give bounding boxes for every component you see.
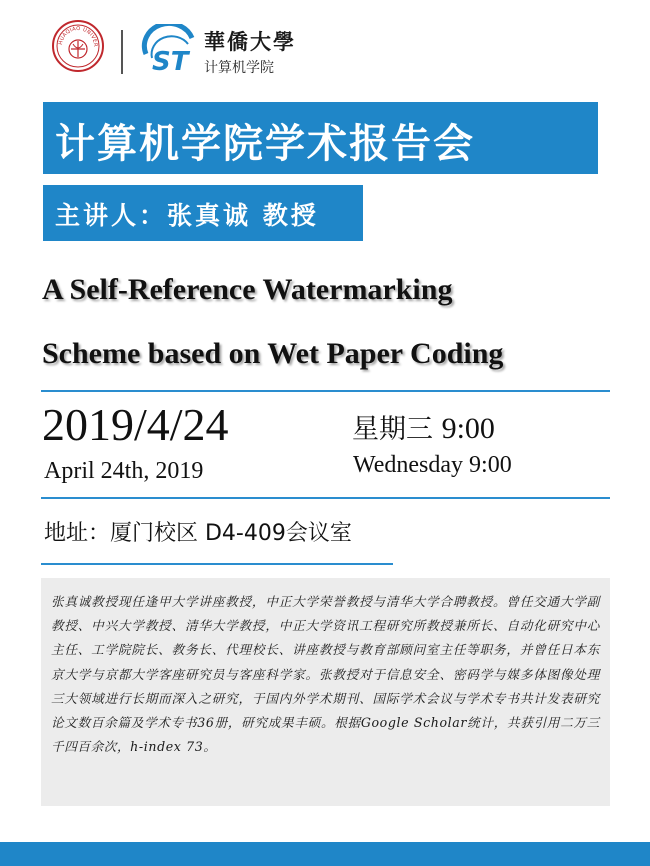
university-name: 華僑大學 [204,29,296,54]
speaker-label: 主讲人：张真诚 教授 [55,201,319,230]
event-title: 计算机学院学术报告会 [55,120,475,167]
speaker-bio-box [41,578,610,806]
speaker-bio-text: 张真诚教授现任逢甲大学讲座教授，中正大学荣誉教授与清华大学合聘教授。曾任交通大学副教授、中兴大学教授、清华大学教授，中正大学资讯工程研究所教授兼所长、自动化研究中心主任、工学院院长、教务长、代理校长、讲座教授与教育部顾问室主任等职务，并曾任日本东京大学与京都大学客座研究员与客座科学家。张教授对于信息安全、密码学与媒多体图像处理三大领域进行长期而深入之研究，于国内外学术期刊、国际学术会议与学术专书共计发表研究论文数百余篇及学术专书36册，研究成果丰硕。根据Google Scholar统计，共获引用二万三千四百余次，h-index 73。 [51,594,600,755]
talk-title-line-2: Scheme based on Wet Paper Coding [42,337,504,370]
college-st-logo-icon [138,24,198,76]
event-date: 2019/4/24 [42,399,229,450]
event-time-chinese [352,407,495,446]
logo-divider [121,30,123,74]
footer-bar [0,842,650,866]
seal-emblem-icon [54,22,102,70]
svg-text:ST: ST [152,47,189,76]
talk-title-line-1: A Self-Reference Watermarking [42,273,453,306]
divider-address [41,563,393,565]
university-seal-logo [52,20,104,72]
divider-middle [41,497,610,499]
college-name: 计算机学院 [204,60,274,76]
seal-text: HUAQIAO UNIVER [57,25,99,48]
event-time-english: Wednesday 9:00 [353,452,512,478]
weekday-chinese: 星期三 [352,414,433,445]
divider-top [41,390,610,392]
event-date-english: April 24th, 2019 [44,458,204,484]
event-time: 9:00 [441,412,495,445]
venue-address: 地址：厦门校区 D4-409会议室 [44,521,352,546]
